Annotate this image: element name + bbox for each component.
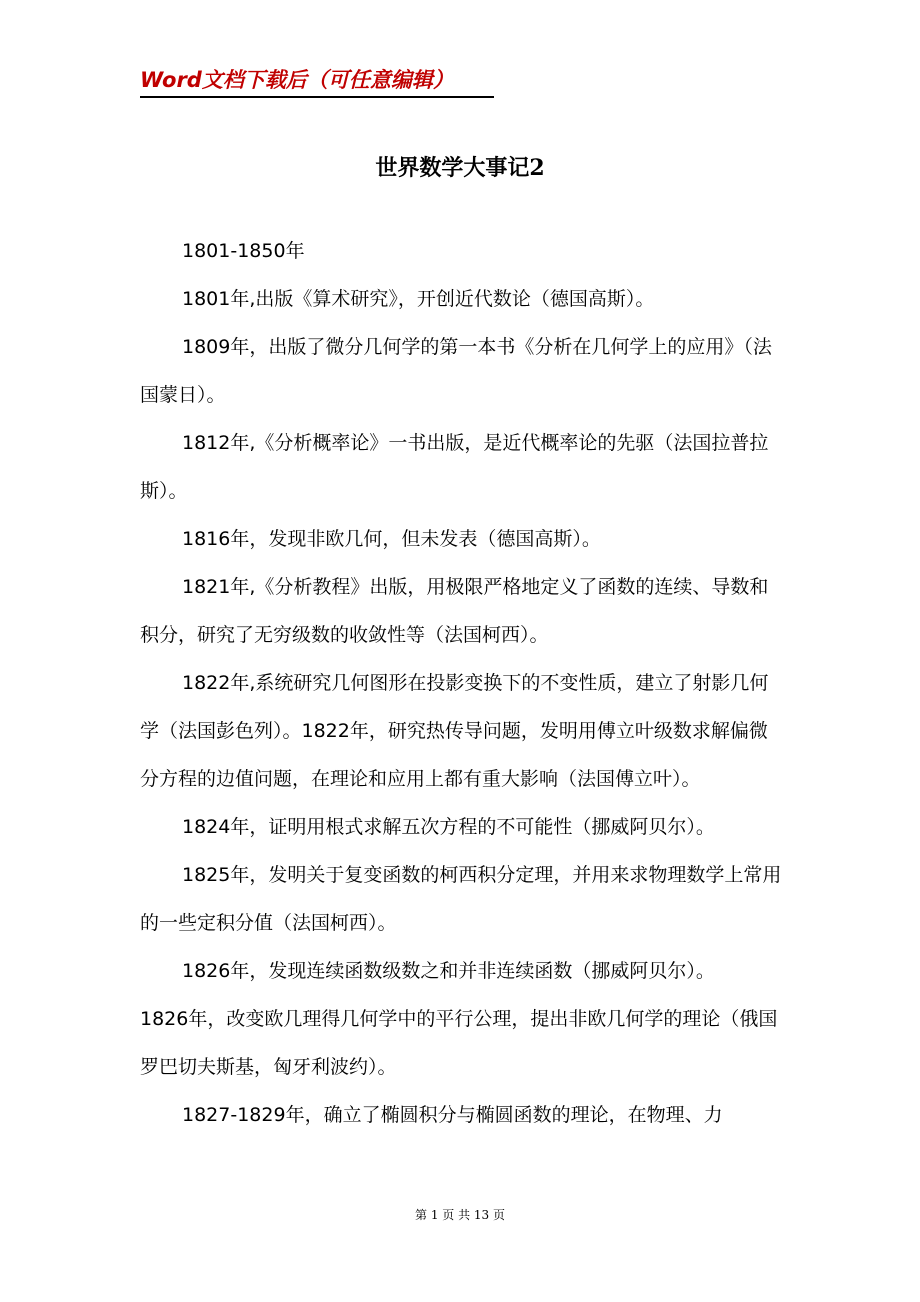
paragraph: 1822年,系统研究几何图形在投影变换下的不变性质，建立了射影几何学（法国彭色列）。1822年，研究热传导问题，发明用傅立叶级数求解偏微分方程的边值问题，在理论和应用上都有重大影响（法国傅立叶）。 — [140, 672, 769, 790]
paragraph: 1801-1850年 — [182, 240, 305, 262]
document-body — [140, 227, 786, 1139]
paragraph: 1824年，证明用根式求解五次方程的不可能性（挪威阿贝尔）。 — [182, 816, 715, 838]
paragraph: 1816年，发现非欧几何，但未发表（德国高斯）。 — [182, 528, 601, 550]
paragraph: 1826年，发现连续函数级数之和并非连续函数（挪威阿贝尔）。 — [182, 960, 715, 982]
paragraph: 1825年，发明关于复变函数的柯西积分定理，并用来求物理数学上常用的一些定积分值（法国柯西）。 — [140, 864, 782, 934]
paragraph: 1812年,《分析概率论》一书出版，是近代概率论的先驱（法国拉普拉斯）。 — [140, 432, 769, 502]
paragraph: 1826年，改变欧几理得几何学中的平行公理，提出非欧几何学的理论（俄国罗巴切夫斯基，匈牙利波约）。 — [140, 1008, 778, 1078]
page-footer: 第 1 页 共 13 页 — [415, 1208, 505, 1222]
paragraph: 1801年,出版《算术研究》，开创近代数论（德国高斯）。 — [182, 288, 655, 310]
page-header — [140, 66, 494, 98]
paragraph: 1821年,《分析教程》出版，用极限严格地定义了函数的连续、导数和积分，研究了无穷级数的收敛性等（法国柯西）。 — [140, 576, 769, 646]
paragraph: 1827-1829年，确立了椭圆积分与椭圆函数的理论，在物理、力 — [182, 1104, 723, 1126]
paragraph: 1809年，出版了微分几何学的第一本书《分析在几何学上的应用》（法国蒙日）。 — [140, 336, 772, 406]
header-text: Word文档下载后（可任意编辑） — [140, 68, 454, 92]
document-title: 世界数学大事记2 — [375, 155, 545, 181]
